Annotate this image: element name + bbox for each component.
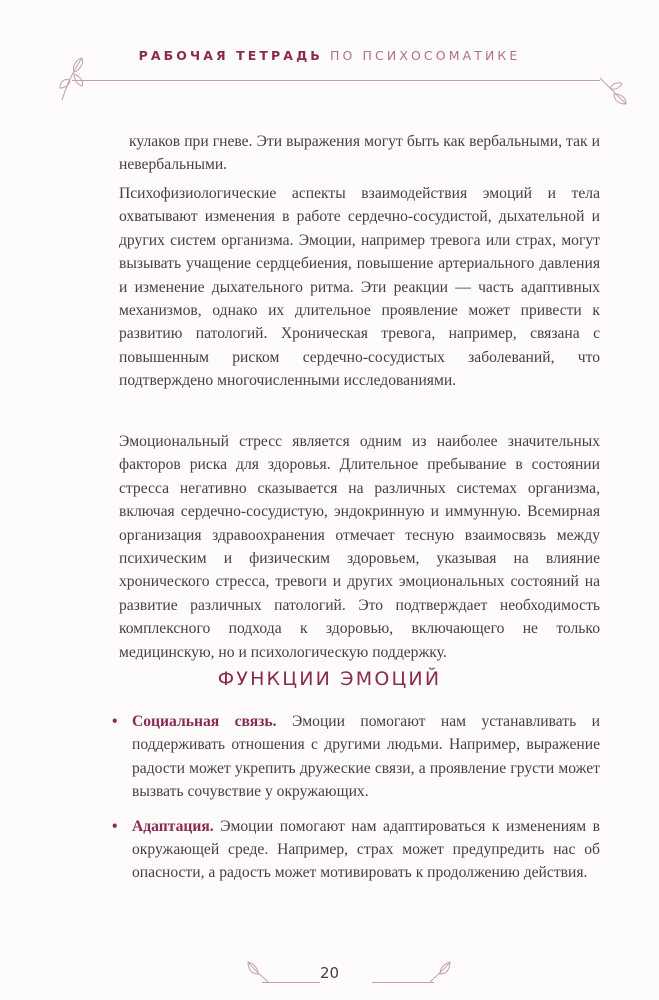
leaf-sprig-icon	[596, 74, 630, 108]
header-divider	[72, 80, 600, 81]
paragraph: Психофизиологические аспекты взаимодействия эмоций и тела охватывают изменения в работе сердечно-сосудистой, дыхательной и других систем организма. Эмоции, например тревога или страх, могут вызывать учащение сердцебиения, повышение артериального давления и изменение дыхательного ритма. Эти реакции — часть адаптивных механизмов, однако их длительное проявление может привести к развитию патологий. Хроническая тревога, например, связана с повышенным риском сердечно-сосудистых заболеваний, что подтверждено многочисленными исследованиями.	[119, 185, 600, 390]
list-item-text: Эмоции помогают нам устанавливать и поддерживать отношения с другими людьми. Например, выражение радости может укрепить дружеские связи, а проявление грусти может вызвать сочувствие у окружающих.	[132, 713, 600, 801]
functions-list	[112, 710, 600, 896]
bullet-icon: •	[112, 713, 118, 730]
list-item	[112, 815, 600, 885]
section-title: ФУНКЦИИ ЭМОЦИЙ	[217, 668, 442, 690]
list-item	[112, 710, 600, 804]
leaf-sprig-icon	[56, 52, 90, 102]
bullet-icon: •	[112, 817, 118, 835]
paragraph: кулаков при гневе. Эти выражения могут быть как вербальными, так и невербальными.	[119, 133, 600, 174]
page-number: 20	[319, 964, 340, 982]
paragraph-block	[119, 430, 600, 664]
paragraph-continuation	[119, 130, 600, 177]
footer-divider-right	[372, 982, 434, 983]
list-item-text: Эмоции помогают нам адаптироваться к изменениям в окружающей среде. Например, страх может предупредить нас об опасности, а радость может мотивировать к продолжению действия.	[132, 817, 600, 882]
paragraph-block	[119, 182, 600, 393]
footer-divider-left	[262, 982, 320, 983]
paragraph: Эмоциональный стресс является одним из наиболее значительных факторов риска для здоровья. Длительное пребывание в состоянии стресса негативно сказывается на различных системах организма, включая сердечно-сосудистую, эндокринную и иммунную. Всемирная организация здравоохранения отмечает тесную взаимосвязь между психическим и физическим здоровьем, указывая на влияние хронического стресса, тревоги и других эмоциональных состояний на развитие различных патологий. Это подтверждает необходимость комплексного подхода к здоровью, включающего не только медицинскую, но и психологическую поддержку.	[119, 433, 600, 661]
list-item-term: Социальная связь.	[132, 713, 277, 730]
header-title-bold: РАБОЧАЯ ТЕТРАДЬ	[138, 48, 323, 63]
list-item-term: Адаптация.	[132, 817, 214, 835]
header-title-rest: ПО ПСИХОСОМАТИКЕ	[330, 48, 521, 63]
running-header	[0, 48, 659, 63]
